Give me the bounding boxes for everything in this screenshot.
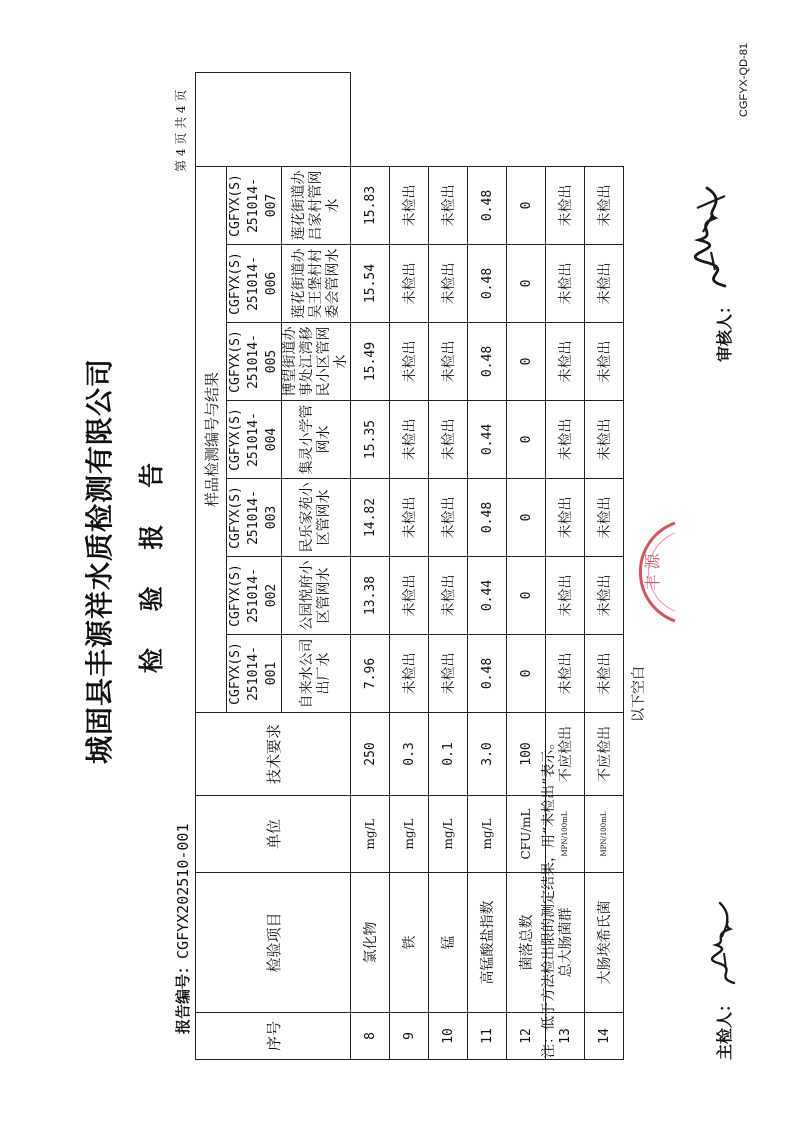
sample-location: 集灵小学管网水 [282,401,351,479]
sample-code-number: 251014-003 [246,490,279,545]
company-title: 城固县丰源祥水质检测有限公司 [83,358,116,765]
sample-code-number: 251014-005 [246,334,279,389]
row-seq: 14 [585,1013,624,1060]
result-cell: 未检出 [585,323,624,401]
sample-code-prefix: CGFYX(S) [228,564,243,627]
page-info: 第 4 页 共 4 页 [174,89,188,172]
sample-location: 博望街道办事处江湾移民小区管网水 [282,323,351,401]
sample-location: 莲花街道办吕家村管网水 [282,166,351,244]
result-cell: 未检出 [585,245,624,323]
result-cell: 未检出 [585,557,624,635]
result-cell: 未检出 [390,401,429,479]
row-requirement: 0.1 [429,713,468,796]
result-cell: 未检出 [546,479,585,557]
inspector-signature [708,897,746,987]
sample-code-prefix: CGFYX(S) [228,486,243,549]
form-code: CGFYX-QD-81 [738,43,750,117]
sample-code-prefix: CGFYX(S) [228,174,243,237]
row-item: 铁 [390,873,429,1013]
sample-code [227,401,282,479]
sample-code [227,479,282,557]
result-cell: 未检出 [585,479,624,557]
result-cell: 未检出 [546,635,585,713]
result-cell: 0 [507,245,546,323]
report-title: 检 验 报 告 [137,448,166,674]
result-cell: 0 [507,166,546,244]
row-item: 高锰酸盐指数 [468,873,507,1013]
header-requirement: 技术要求 [196,713,351,796]
result-cell: 0.48 [468,245,507,323]
result-cell: 未检出 [390,245,429,323]
result-cell: 未检出 [585,166,624,244]
row-item: 总大肠菌群 [546,873,585,1013]
header-seq: 序号 [196,1013,351,1060]
result-cell: 未检出 [390,323,429,401]
row-requirement: 不应检出 [585,713,624,796]
sample-code-number: 251014-007 [246,178,279,233]
result-cell: 0.44 [468,401,507,479]
result-cell: 0.48 [468,323,507,401]
svg-text:丰 源: 丰 源 [643,553,662,591]
table-row [351,72,390,1059]
result-cell: 0 [507,323,546,401]
sample-location: 公园悦府小区管网水 [282,557,351,635]
result-cell: 15.54 [351,245,390,323]
row-requirement: 0.3 [390,713,429,796]
row-unit: mg/L [429,796,468,873]
row-item: 氯化物 [351,873,390,1013]
header-unit: 单位 [196,796,351,873]
row-requirement: 100 [507,713,546,796]
row-seq: 10 [429,1013,468,1060]
row-seq: 9 [390,1013,429,1060]
result-cell: 0 [507,401,546,479]
sample-code [227,635,282,713]
row-requirement: 3.0 [468,713,507,796]
result-cell: 未检出 [390,166,429,244]
result-cell: 0 [507,557,546,635]
result-cell: 未检出 [429,166,468,244]
end-of-content-mark: 以下空白 [631,666,647,722]
result-cell: 15.49 [351,323,390,401]
result-cell: 未检出 [429,245,468,323]
row-requirement: 250 [351,713,390,796]
result-cell: 0.48 [468,166,507,244]
result-cell: 未检出 [390,479,429,557]
row-unit: mg/L [390,796,429,873]
row-seq: 12 [507,1013,546,1060]
table-row [429,72,468,1059]
sample-code-number: 251014-004 [246,412,279,467]
sample-code [227,245,282,323]
result-cell: 未检出 [546,323,585,401]
result-cell: 未检出 [429,401,468,479]
result-cell: 7.96 [351,635,390,713]
result-cell: 0.48 [468,479,507,557]
result-cell: 未检出 [585,635,624,713]
row-requirement: 不应检出 [546,713,585,796]
result-cell: 未检出 [546,166,585,244]
sample-location: 民乐家苑小区管网水 [282,479,351,557]
result-cell: 13.38 [351,557,390,635]
sample-code-prefix: CGFYX(S) [228,408,243,471]
report-number [172,824,193,1034]
result-cell: 未检出 [546,557,585,635]
result-cell: 0.48 [468,635,507,713]
result-cell: 0 [507,479,546,557]
result-cell: 未检出 [429,323,468,401]
reviewer-signature [685,182,749,292]
row-item: 大肠埃希氏菌 [585,873,624,1013]
result-cell: 未检出 [390,635,429,713]
result-cell: 未检出 [429,557,468,635]
result-cell: 未检出 [429,635,468,713]
sample-code-prefix: CGFYX(S) [228,642,243,705]
row-unit: MPN/100mL [585,796,624,873]
sample-code-number: 251014-006 [246,256,279,311]
row-seq: 11 [468,1013,507,1060]
official-seal-stamp [613,517,687,627]
sample-code-prefix: CGFYX(S) [228,252,243,315]
report-number-value: CGFYX202510-001 [174,823,192,959]
sample-code [227,166,282,244]
sample-code [227,557,282,635]
result-cell: 0.44 [468,557,507,635]
table-row [390,72,429,1059]
row-item: 锰 [429,873,468,1013]
header-results: 样品检测编号与结果 [196,166,227,712]
row-seq: 8 [351,1013,390,1060]
footnote: 注：低于方法检出限的测定结果，用“未检出”表示。 [541,735,557,1058]
result-cell: 未检出 [585,401,624,479]
row-unit: mg/L [468,796,507,873]
row-seq: 13 [546,1013,585,1060]
sample-code [227,323,282,401]
row-item: 菌落总数 [507,873,546,1013]
sample-code-prefix: CGFYX(S) [228,330,243,393]
blank-column [196,72,351,166]
result-cell: 0 [507,635,546,713]
result-cell: 未检出 [390,557,429,635]
result-cell: 未检出 [546,245,585,323]
table-row [468,72,507,1059]
results-table [195,72,624,1060]
result-cell: 未检出 [429,479,468,557]
sample-code-number: 251014-001 [246,646,279,701]
sample-location: 莲花街道办吴王堡村村委会管网水 [282,245,351,323]
result-cell: 15.83 [351,166,390,244]
sample-location: 自来水公司出厂水 [282,635,351,713]
result-cell: 15.35 [351,401,390,479]
row-unit: mg/L [351,796,390,873]
report-number-label: 报告编号： [174,958,192,1034]
sample-code-number: 251014-002 [246,568,279,623]
row-unit: MPN/100mL [546,796,585,873]
inspector-label: 主检人： [715,995,734,1060]
result-cell: 未检出 [546,401,585,479]
row-unit: CFU/mL [507,796,546,873]
reviewer-label: 审核人： [715,297,734,362]
result-cell: 14.82 [351,479,390,557]
header-item: 检验项目 [196,873,351,1013]
